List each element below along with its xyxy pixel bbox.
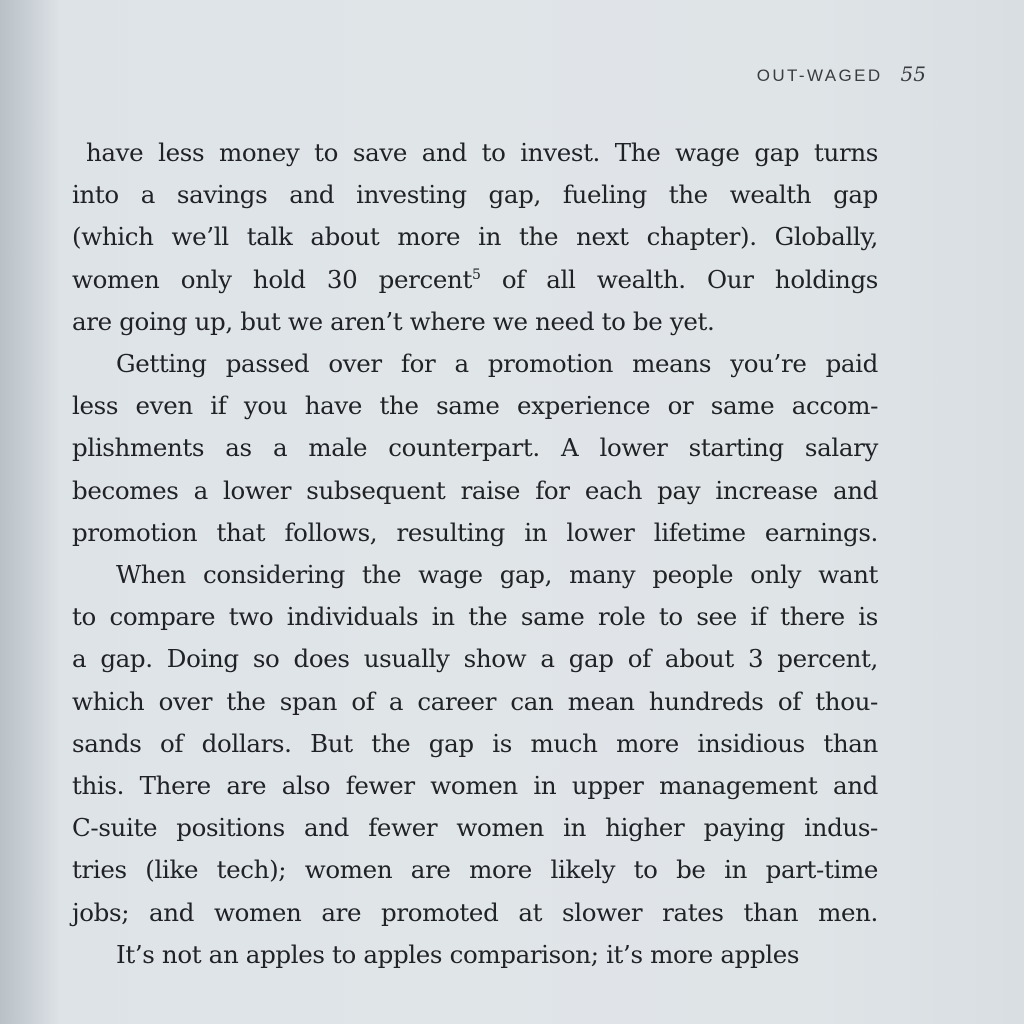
page-gutter-shadow bbox=[0, 0, 60, 1024]
text-line: C-suite positions and fewer women in higher paying indus- bbox=[72, 813, 878, 843]
text-line: are going up, but we aren’t where we need to be yet. bbox=[72, 306, 715, 336]
body-text bbox=[72, 132, 878, 976]
text-line: plishments as a male counterpart. A lower starting salary bbox=[72, 433, 878, 463]
text-line: Getting passed over for a promotion means you’re paid bbox=[116, 349, 878, 379]
chapter-title: OUT-WAGED bbox=[756, 66, 883, 85]
text-line: It’s not an apples to apples comparison; it’s more apples bbox=[116, 939, 800, 969]
footnote-marker: 5 bbox=[471, 266, 481, 283]
text-segment: of all wealth. Our holdings bbox=[480, 264, 879, 294]
text-line-with-footnote bbox=[72, 259, 878, 301]
text-line: becomes a lower subsequent raise for each pay increase and bbox=[72, 475, 878, 505]
text-line: this. There are also fewer women in upper management and bbox=[72, 771, 878, 801]
text-segment: women only hold 30 percent bbox=[72, 264, 472, 294]
text-line: a gap. Doing so does usually show a gap of about 3 percent, bbox=[72, 644, 878, 674]
text-line: into a savings and investing gap, fueling the wealth gap bbox=[72, 180, 878, 210]
text-line: When considering the wage gap, many people only want bbox=[116, 560, 878, 590]
text-line: (which we’ll talk about more in the next chapter). Globally, bbox=[72, 222, 878, 252]
text-line: less even if you have the same experience or same accom- bbox=[72, 391, 878, 421]
text-line: promotion that follows, resulting in lower lifetime earnings. bbox=[72, 517, 878, 547]
text-line: tries (like tech); women are more likely to be in part-time bbox=[72, 855, 878, 885]
page-number: 55 bbox=[900, 62, 926, 86]
text-line: to compare two individuals in the same role to see if there is bbox=[72, 602, 878, 632]
text-line: which over the span of a career can mean hundreds of thou- bbox=[72, 686, 878, 716]
text-line: have less money to save and to invest. The wage gap turns bbox=[86, 138, 878, 167]
running-head bbox=[757, 62, 926, 86]
text-line: jobs; and women are promoted at slower rates than men. bbox=[72, 897, 878, 927]
text-line: sands of dollars. But the gap is much more insidious than bbox=[72, 728, 878, 758]
